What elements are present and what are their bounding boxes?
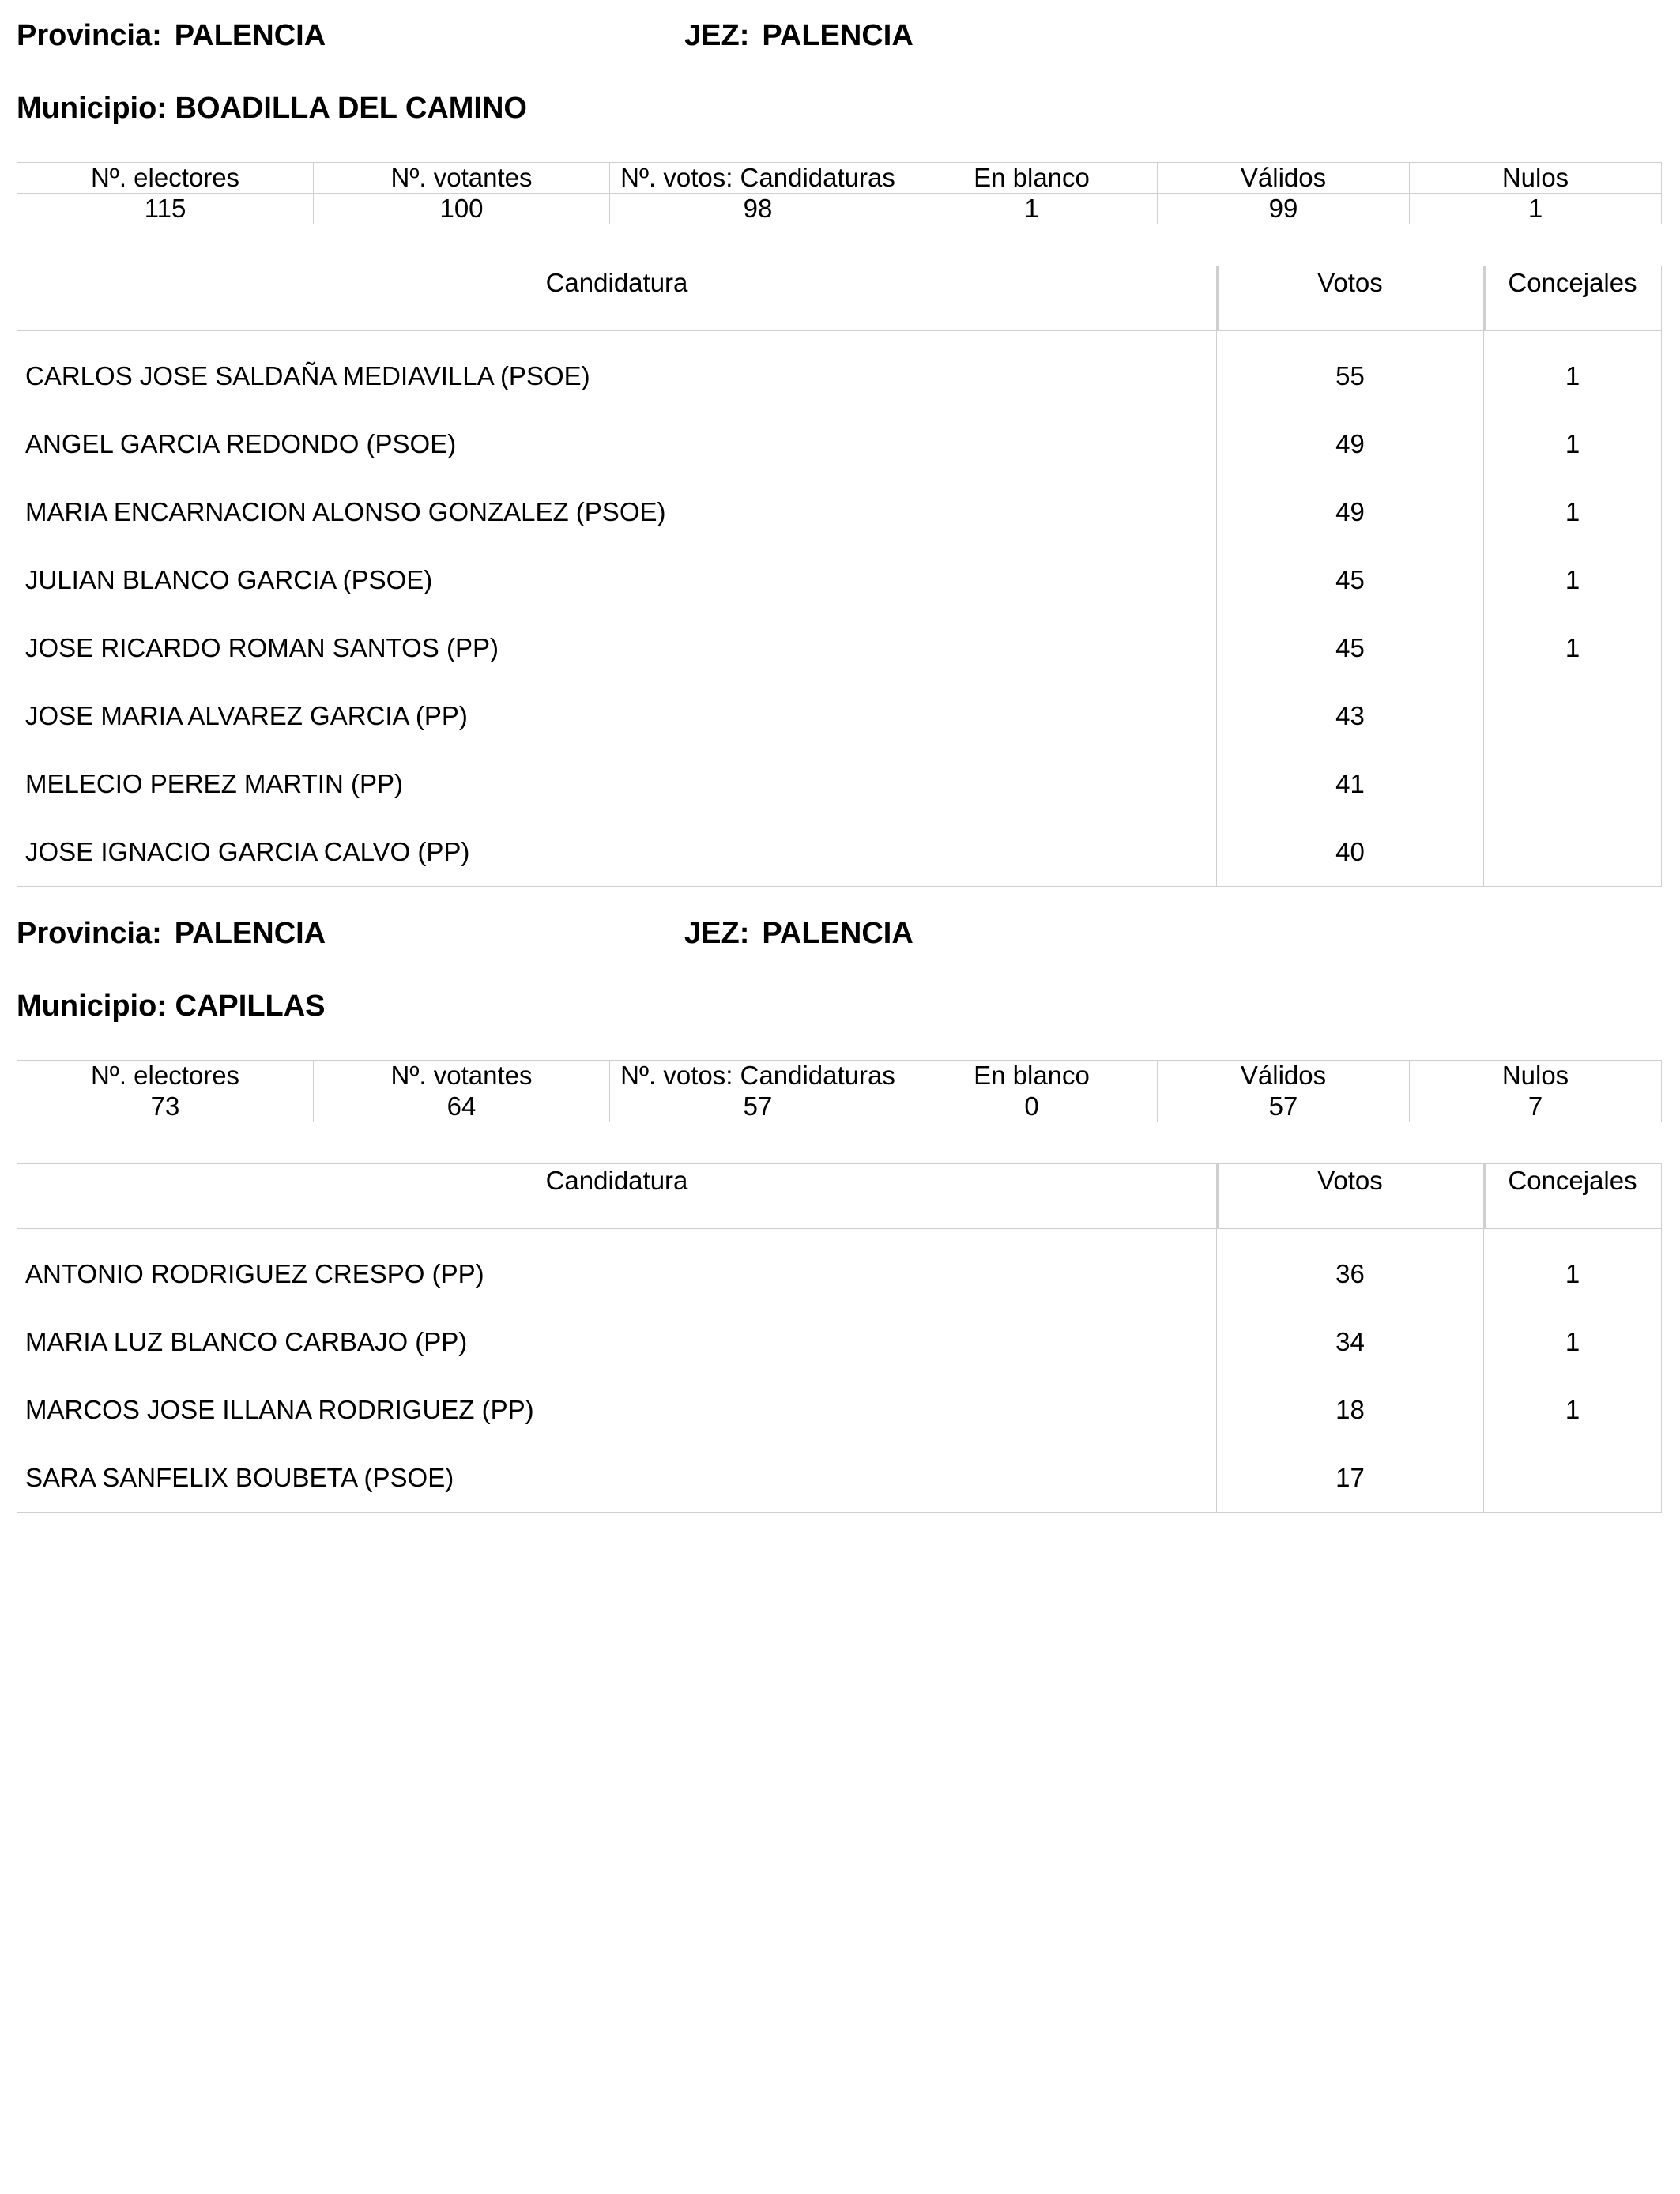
candidate-concejales [1484,818,1662,887]
candidate-votos: 43 [1217,682,1484,750]
candidate-votos: 41 [1217,750,1484,818]
table-row [17,342,1662,410]
stats-header-row [17,163,1662,194]
provincia-value: PALENCIA [174,917,326,950]
table-row [17,614,1662,682]
jez-value: PALENCIA [762,917,913,950]
stats-value-votantes: 100 [314,194,610,224]
header-votos: Votos [1217,1164,1484,1229]
candidate-votos: 45 [1217,546,1484,614]
municipio-label: Municipio: [17,990,167,1023]
header-votos: Votos [1217,266,1484,331]
stats-header-electores: Nº. electores [17,1061,314,1091]
stats-header-votos-candidaturas: Nº. votos: Candidaturas [610,1061,906,1091]
provincia-line [17,917,913,956]
candidate-name: MARIA ENCARNACION ALONSO GONZALEZ (PSOE) [25,497,666,526]
candidatura-table [17,1163,1662,1513]
candidate-name: ANGEL GARCIA REDONDO (PSOE) [25,429,457,458]
stats-header-en-blanco: En blanco [906,1061,1158,1091]
candidate-votos: 40 [1217,818,1484,887]
candidate-name: CARLOS JOSE SALDAÑA MEDIAVILLA (PSOE) [25,361,590,390]
table-row [17,1308,1662,1376]
candidate-name: JULIAN BLANCO GARCIA (PSOE) [25,565,433,594]
candidate-concejales: 1 [1484,1376,1662,1444]
candidate-concejales: 1 [1484,410,1662,478]
table-row [17,818,1662,887]
candidate-name: MARCOS JOSE ILLANA RODRIGUEZ (PP) [25,1395,534,1424]
header-concejales: Concejales [1484,1164,1662,1229]
stats-header-validos: Válidos [1158,163,1410,194]
table-row [17,1444,1662,1513]
candidate-votos: 36 [1217,1240,1484,1308]
candidate-concejales: 1 [1484,1308,1662,1376]
stats-header-nulos: Nulos [1410,163,1662,194]
jez-block [684,19,913,53]
candidate-concejales: 1 [1484,546,1662,614]
stats-header-votantes: Nº. votantes [314,1061,610,1091]
candidatura-header-row [17,266,1662,331]
candidate-concejales [1484,682,1662,750]
table-row [17,1240,1662,1308]
table-row [17,750,1662,818]
candidate-concejales [1484,750,1662,818]
candidate-concejales: 1 [1484,1240,1662,1308]
provincia-value: PALENCIA [174,19,326,52]
header-candidatura: Candidatura [17,266,1217,331]
stats-value-row [17,194,1662,224]
stats-value-en-blanco: 1 [906,194,1158,224]
provincia-label: Provincia: [17,19,162,52]
stats-value-votos-candidaturas: 57 [610,1091,906,1122]
stats-value-en-blanco: 0 [906,1091,1158,1122]
candidate-votos: 34 [1217,1308,1484,1376]
stats-header-nulos: Nulos [1410,1061,1662,1091]
candidate-name: MARIA LUZ BLANCO CARBAJO (PP) [25,1327,468,1356]
stats-header-en-blanco: En blanco [906,163,1158,194]
candidate-name: MELECIO PEREZ MARTIN (PP) [25,769,403,798]
candidatura-header-row [17,1164,1662,1229]
header-concejales: Concejales [1484,266,1662,331]
candidate-concejales [1484,1444,1662,1513]
stats-value-validos: 57 [1158,1091,1410,1122]
stats-value-votos-candidaturas: 98 [610,194,906,224]
stats-table [17,1060,1662,1122]
municipio-value: BOADILLA DEL CAMINO [175,92,527,125]
stats-table [17,162,1662,224]
candidate-votos: 49 [1217,410,1484,478]
jez-value: PALENCIA [762,19,913,52]
candidate-name: JOSE IGNACIO GARCIA CALVO (PP) [25,837,470,866]
stats-header-votos-candidaturas: Nº. votos: Candidaturas [610,163,906,194]
stats-header-row [17,1061,1662,1091]
candidate-concejales: 1 [1484,478,1662,546]
table-row [17,682,1662,750]
municipio-label: Municipio: [17,92,167,125]
provincia-label: Provincia: [17,917,162,950]
table-row [17,546,1662,614]
table-row [17,478,1662,546]
table-row [17,410,1662,478]
stats-value-electores: 73 [17,1091,314,1122]
candidate-concejales: 1 [1484,342,1662,410]
spacer-row [17,1229,1662,1241]
provincia-line [17,19,913,58]
municipio-value: CAPILLAS [175,990,326,1023]
spacer-row [17,331,1662,343]
stats-header-electores: Nº. electores [17,163,314,194]
candidatura-table [17,266,1662,887]
candidate-concejales: 1 [1484,614,1662,682]
stats-value-validos: 99 [1158,194,1410,224]
candidate-name: ANTONIO RODRIGUEZ CRESPO (PP) [25,1259,484,1288]
candidate-name: JOSE RICARDO ROMAN SANTOS (PP) [25,633,499,662]
header-candidatura: Candidatura [17,1164,1217,1229]
jez-label: JEZ: [684,917,750,950]
stats-header-votantes: Nº. votantes [314,163,610,194]
candidate-votos: 45 [1217,614,1484,682]
jez-label: JEZ: [684,19,750,52]
jez-block [684,917,913,951]
table-row [17,1376,1662,1444]
stats-value-nulos: 1 [1410,194,1662,224]
municipio-line [17,990,326,1029]
stats-header-validos: Válidos [1158,1061,1410,1091]
candidate-votos: 18 [1217,1376,1484,1444]
candidate-name: SARA SANFELIX BOUBETA (PSOE) [25,1463,454,1492]
stats-value-row [17,1091,1662,1122]
municipio-line [17,92,527,131]
stats-value-electores: 115 [17,194,314,224]
stats-value-nulos: 7 [1410,1091,1662,1122]
candidate-votos: 55 [1217,342,1484,410]
stats-value-votantes: 64 [314,1091,610,1122]
candidate-name: JOSE MARIA ALVAREZ GARCIA (PP) [25,701,468,730]
candidate-votos: 17 [1217,1444,1484,1513]
candidate-votos: 49 [1217,478,1484,546]
